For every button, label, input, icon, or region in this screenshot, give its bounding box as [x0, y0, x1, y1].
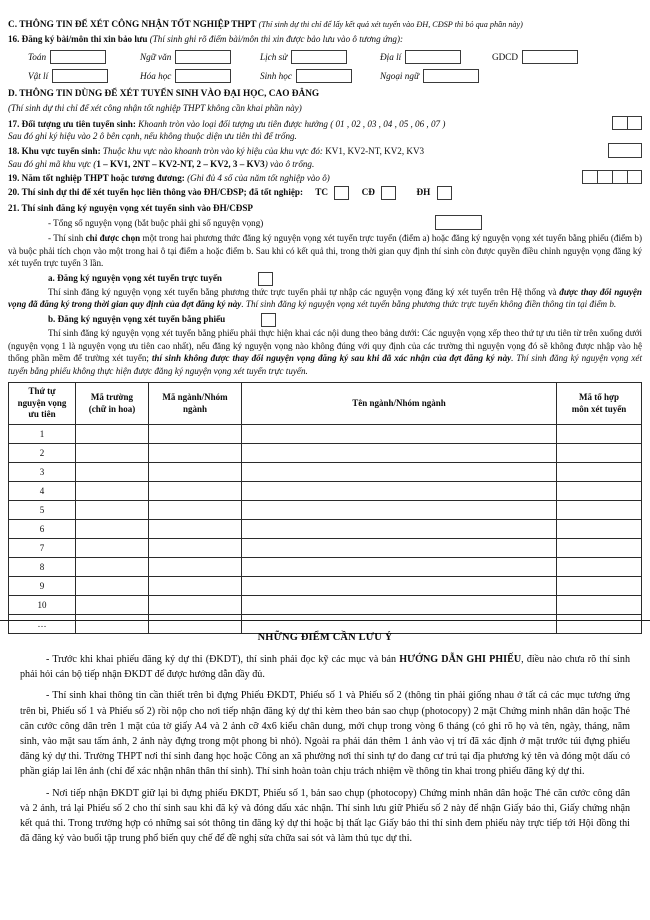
- item-21a-text-1: Thí sinh đăng ký nguyện vọng xét tuyển bằng phương thức trực tuyến phải tự nhập các nguyện vọng đăng ký xét tuyển trên Hệ thống và: [48, 286, 560, 297]
- table-row: [9, 595, 642, 614]
- cell-ma-to-hop[interactable]: [557, 443, 642, 462]
- item-21b-paragraph: [8, 327, 642, 377]
- subject-label-ngu-van: Ngữ văn: [140, 51, 172, 62]
- subject-cell-dia-li: [380, 50, 492, 64]
- item-19-box-2[interactable]: [597, 170, 612, 184]
- item-20-row: [8, 186, 642, 200]
- cell-ma-to-hop[interactable]: [557, 500, 642, 519]
- item-18-label-line: [8, 145, 602, 158]
- cell-ten-nganh[interactable]: [242, 595, 557, 614]
- item-18-subnote: [8, 158, 642, 171]
- item-19-label: Năm tốt nghiệp THPT hoặc tương đương:: [21, 172, 185, 183]
- cell-ten-nganh[interactable]: [242, 481, 557, 500]
- item-19-label-line: [8, 172, 582, 185]
- cell-ma-to-hop[interactable]: [557, 519, 642, 538]
- subject-label-lich-su: Lịch sử: [260, 51, 288, 62]
- note-paragraph-3: - Nơi tiếp nhận ĐKDT giữ lại bì đựng phiếu ĐKDT, Phiếu số 1, bản sao chụp (photocopy) Chứng minh nhân dân hoặc Thẻ căn cước công dân và 2 ảnh, trả lại Phiếu số 2 cho thí sinh sau khi đã ký và đóng dấu xác nhận. Thí sinh lưu giữ Phiếu số 2 này để nhận Giấy báo thi, Giấy chứng nhận kết quả thi. Trong trường hợp có những sai sót thông tin đăng ký dự thi hoặc bị thất lạc Giấy báo thi thí sinh đem phiếu này trực tiếp tới Hội đồng thi đã đăng ký vào buổi tập trung phổ biến quy chế để đề nghị sửa chữa sai sót và làm thủ tục dự thi.: [20, 787, 630, 845]
- subject-cell-vat-li: [28, 69, 140, 83]
- th-ma-nganh: Mã ngành/Nhóm ngành: [149, 383, 242, 425]
- subject-input-dia-li[interactable]: [405, 50, 461, 64]
- item-19-row: [8, 170, 642, 184]
- cell-ma-nganh[interactable]: [149, 443, 242, 462]
- cell-ma-to-hop[interactable]: [557, 424, 642, 443]
- cell-ten-nganh[interactable]: [242, 424, 557, 443]
- subject-cell-ngu-van: [140, 50, 260, 64]
- item-17-subnote: Sau đó ghi ký hiệu vào 2 ô bên cạnh, nếu không thuộc diện ưu tiên thì để trống.: [8, 131, 297, 142]
- table-row: [9, 481, 642, 500]
- item-17-label-line: [8, 118, 612, 131]
- cell-thu-tu: 5: [9, 500, 76, 519]
- cell-ten-nganh[interactable]: [242, 538, 557, 557]
- item-17-row: [8, 116, 642, 130]
- table-row: [9, 557, 642, 576]
- item-20-option-tc-label: TC: [315, 187, 329, 198]
- item-19-box-1[interactable]: [582, 170, 597, 184]
- note-p1-emphasis: HƯỚNG DẪN GHI PHIẾU: [399, 654, 522, 665]
- cell-thu-tu: 10: [9, 595, 76, 614]
- item-16-note: (Thí sinh ghi rõ điểm bài/môn thi xin được bảo lưu vào ô tương ứng):: [149, 34, 404, 44]
- th-thu-tu-nguyen-vong: Thứ tự nguyện vọng ưu tiên: [9, 383, 76, 425]
- item-18-row: [8, 143, 642, 158]
- item-16-number: 16.: [8, 34, 20, 44]
- item-18-number: 18.: [8, 146, 20, 157]
- item-18-subnote-prefix: Sau đó ghi mã khu vực (: [8, 158, 97, 169]
- note-paragraph-1: [20, 652, 630, 682]
- item-16-label-line: [8, 33, 642, 46]
- cell-ma-truong[interactable]: [76, 614, 149, 633]
- item-21b-text-3: . Thí sinh đăng ký nguyện vọng xét tuyển bằng phiếu không thực hiện được đăng ký nguyện vọng xét tuyển trực tuyến.: [8, 353, 642, 376]
- section-d-title: D. THÔNG TIN DÙNG ĐỂ XÉT TUYỂN SINH VÀO ĐẠI HỌC, CAO ĐẲNG: [8, 88, 320, 99]
- cell-ma-nganh[interactable]: [149, 424, 242, 443]
- table-row: [9, 500, 642, 519]
- cell-thu-tu: 9: [9, 576, 76, 595]
- table-row: [9, 443, 642, 462]
- cell-ma-nganh[interactable]: [149, 538, 242, 557]
- subject-cell-lich-su: [260, 50, 380, 64]
- item-19-box-3[interactable]: [612, 170, 627, 184]
- subject-input-ngoai-ngu[interactable]: [423, 69, 479, 83]
- cell-ten-nganh[interactable]: [242, 462, 557, 481]
- cell-ma-nganh[interactable]: [149, 595, 242, 614]
- cell-ma-to-hop[interactable]: [557, 595, 642, 614]
- item-20-checkbox-dh[interactable]: [437, 186, 452, 200]
- subject-label-hoa-hoc: Hóa học: [140, 70, 172, 81]
- cell-ten-nganh[interactable]: [242, 443, 557, 462]
- cell-ma-nganh[interactable]: [149, 519, 242, 538]
- subject-label-dia-li: Địa lí: [380, 51, 402, 62]
- cell-ma-to-hop[interactable]: [557, 481, 642, 500]
- cell-thu-tu: …: [9, 614, 76, 633]
- item-21a-text-3: . Thí sinh đăng ký nguyện vọng xét tuyển bằng phương thức trực tuyến không điền thông tin tại điểm b.: [241, 299, 617, 310]
- item-21a-text-emphasis: được thay đổi nguyện vọng đã đăng ký trong thời gian quy định của đợt đăng ký này: [8, 286, 642, 310]
- table-row: [9, 424, 642, 443]
- item-18-region-input[interactable]: [608, 143, 642, 158]
- item-16-row-2: [28, 69, 642, 83]
- nguyen-vong-table-body: [9, 424, 642, 633]
- th-ma-to-hop: Mã tổ hợp môn xét tuyển: [557, 383, 642, 425]
- subject-label-gdcd: GDCD: [492, 51, 519, 62]
- item-17-label: Đối tượng ưu tiên tuyển sinh:: [21, 118, 136, 129]
- item-21-total-input[interactable]: [435, 215, 482, 230]
- cell-ma-truong[interactable]: [76, 557, 149, 576]
- subject-cell-ngoai-ngu: [380, 69, 492, 83]
- cell-ma-nganh[interactable]: [149, 576, 242, 595]
- item-21b-checkbox[interactable]: [261, 313, 276, 327]
- notes-section: [0, 632, 650, 852]
- subject-input-gdcd[interactable]: [522, 50, 578, 64]
- item-18-note: Thuộc khu vực nào khoanh tròn vào ký hiệu của khu vực đó:: [102, 146, 323, 157]
- table-header-row: [9, 383, 642, 425]
- cell-thu-tu: 7: [9, 538, 76, 557]
- item-21a-row: [8, 272, 642, 286]
- item-21-p1-part-c: một trong hai phương thức đăng ký nguyện vọng xét tuyển trực tuyến (điểm a) hoặc đăng ký nguyện vọng xét tuyển bằng phiếu (điểm b) và buộc phải tích chọn vào một trong hai ô tại điểm a hoặc điểm b. Sau khi có kết quả thi, trong thời gian quy định thí sinh còn được quyền điều chỉnh nguyện vọng đăng ký xét tuyển trực tuyến 3 lần.: [8, 232, 642, 269]
- cell-ten-nganh[interactable]: [242, 519, 557, 538]
- item-16-subject-grid: [8, 50, 642, 83]
- item-21-number: 21.: [8, 203, 20, 214]
- section-c-heading: [8, 18, 642, 32]
- subject-input-lich-su[interactable]: [291, 50, 347, 64]
- item-21b-label: b. Đăng ký nguyện vọng xét tuyển bằng phiếu: [48, 314, 226, 325]
- item-18-label: Khu vực tuyển sinh:: [21, 146, 101, 157]
- cell-ma-nganh[interactable]: [149, 500, 242, 519]
- item-20-label: Thí sinh dự thi để xét tuyển học liên thông vào ĐH/CĐSP; đã tốt nghiệp:: [21, 187, 303, 198]
- subject-label-ngoai-ngu: Ngoại ngữ: [380, 70, 419, 81]
- item-18-subnote-suffix: ) vào ô trống.: [264, 158, 315, 169]
- item-19-number: 19.: [8, 172, 20, 183]
- item-17-number: 17.: [8, 118, 20, 129]
- item-16-row-1: [28, 50, 642, 64]
- cell-ma-truong[interactable]: [76, 481, 149, 500]
- table-row: [9, 462, 642, 481]
- item-18-subnote-codes: 1 – KV1, 2NT – KV2-NT, 2 – KV2, 3 – KV3: [96, 158, 265, 169]
- subject-label-vat-li: Vật lí: [28, 70, 49, 81]
- subject-cell-sinh-hoc: [260, 69, 380, 83]
- cell-thu-tu: 6: [9, 519, 76, 538]
- cell-ten-nganh[interactable]: [242, 557, 557, 576]
- item-19-year-boxes[interactable]: [582, 170, 642, 184]
- item-21a-paragraph: [8, 286, 642, 311]
- th-ma-truong: Mã trường (chữ in hoa): [76, 383, 149, 425]
- nguyen-vong-table-head: [9, 383, 642, 425]
- item-21b-text-1: Thí sinh đăng ký nguyện vọng xét tuyển bằng phiếu phải thực hiện khai các nội dung theo bảng dưới: Các nguyện vọng xếp theo thứ tự ưu tiên từ trên xuống dưới (nguyện vọng 1 là nguyện vọng ưu tiên cao nhất), nếu đăng ký nguyện vọng nào không đúng với quy định của các trường thì nguyện vọng đó sẽ không được nhập vào hệ thống phần mềm để trường xét tuyển;: [8, 327, 642, 364]
- subject-cell-toan: [28, 50, 140, 64]
- table-row: [9, 576, 642, 595]
- item-21a-checkbox[interactable]: [258, 272, 273, 286]
- section-c-note: (Thí sinh dự thi chỉ để lấy kết quả xét tuyển vào ĐH, CĐSP thì bỏ qua phần này): [258, 20, 523, 29]
- cell-thu-tu: 1: [9, 424, 76, 443]
- item-19-note: (Ghi đủ 4 số của năm tốt nghiệp vào ô): [187, 172, 330, 183]
- item-17-note: Khoanh tròn vào loại đối tượng ưu tiên được hưởng ( 01 , 02 , 03 , 04 , 05 , 06 , 07 ): [138, 118, 446, 129]
- cell-ten-nganh[interactable]: [242, 576, 557, 595]
- item-17-box-1[interactable]: [612, 116, 627, 130]
- table-row: [9, 538, 642, 557]
- subject-label-toan: Toán: [28, 51, 47, 62]
- item-16-label: Đăng ký bài/môn thi xin bảo lưu: [21, 34, 148, 44]
- cell-ma-truong[interactable]: [76, 576, 149, 595]
- subject-input-vat-li[interactable]: [52, 69, 108, 83]
- cell-ma-truong[interactable]: [76, 538, 149, 557]
- cell-ma-nganh[interactable]: [149, 462, 242, 481]
- cell-ma-to-hop[interactable]: [557, 538, 642, 557]
- page-divider: [0, 620, 650, 621]
- nguyen-vong-table: [8, 382, 642, 634]
- subject-input-sinh-hoc[interactable]: [296, 69, 352, 83]
- subject-input-toan[interactable]: [50, 50, 106, 64]
- item-20-number: 20.: [8, 187, 20, 198]
- item-20-option-dh-label: ĐH: [416, 187, 431, 198]
- subject-cell-hoa-hoc: [140, 69, 260, 83]
- item-17-code-boxes[interactable]: [612, 116, 642, 130]
- subject-input-hoa-hoc[interactable]: [175, 69, 231, 83]
- item-21a-label: a. Đăng ký nguyện vọng xét tuyển trực tuyến: [48, 272, 222, 283]
- item-21b-text-emphasis: thí sinh không được thay đổi nguyện vọng đăng ký sau khi đã xác nhận của đợt đăng ký này: [151, 353, 512, 364]
- subject-input-ngu-van[interactable]: [175, 50, 231, 64]
- cell-thu-tu: 2: [9, 443, 76, 462]
- item-21-total-label: - Tổng số nguyện vọng (bắt buộc phải ghi số nguyện vọng): [48, 218, 264, 229]
- item-21-heading: [8, 202, 642, 215]
- cell-ma-truong[interactable]: [76, 462, 149, 481]
- cell-thu-tu: 3: [9, 462, 76, 481]
- section-c-title: C. THÔNG TIN ĐỂ XÉT CÔNG NHẬN TỐT NGHIỆP THPT: [8, 20, 257, 30]
- cell-thu-tu: 8: [9, 557, 76, 576]
- cell-ma-to-hop[interactable]: [557, 576, 642, 595]
- cell-ten-nganh[interactable]: [242, 614, 557, 633]
- item-21-total-row: [8, 215, 642, 230]
- note-p1-part-a: - Trước khi khai phiếu đăng ký dự thi (ĐKDT), thí sinh phải đọc kỹ các mục và bản: [46, 654, 400, 665]
- section-d-heading: [8, 88, 642, 101]
- subject-label-sinh-hoc: Sinh học: [260, 70, 292, 81]
- item-21-p1-emphasis: chỉ được chọn: [85, 232, 141, 243]
- cell-ma-truong[interactable]: [76, 595, 149, 614]
- item-17-box-2[interactable]: [627, 116, 642, 130]
- item-20-checkbox-cd[interactable]: [381, 186, 396, 200]
- cell-ma-truong[interactable]: [76, 519, 149, 538]
- item-18-regions: KV1, KV2-NT, KV2, KV3: [325, 146, 425, 157]
- item-21b-row: [8, 313, 642, 327]
- note-p1-part-c: , điều nào chưa rõ thí sinh phải hỏi cán bộ tiếp nhận ĐKDT để được hướng dẫn đầy đủ.: [20, 654, 631, 681]
- item-21-p1-part-a: - Thí sinh: [48, 232, 86, 243]
- subject-cell-gdcd: [492, 50, 612, 64]
- cell-ma-truong[interactable]: [76, 443, 149, 462]
- cell-ma-to-hop[interactable]: [557, 462, 642, 481]
- item-20-checkbox-tc[interactable]: [334, 186, 349, 200]
- cell-ma-to-hop[interactable]: [557, 614, 642, 633]
- cell-ma-nganh[interactable]: [149, 481, 242, 500]
- cell-ma-nganh[interactable]: [149, 614, 242, 633]
- cell-ma-nganh[interactable]: [149, 557, 242, 576]
- th-ten-nganh: Tên ngành/Nhóm ngành: [242, 383, 557, 425]
- cell-thu-tu: 4: [9, 481, 76, 500]
- cell-ten-nganh[interactable]: [242, 500, 557, 519]
- table-row: [9, 519, 642, 538]
- item-19-box-4[interactable]: [627, 170, 642, 184]
- cell-ma-to-hop[interactable]: [557, 557, 642, 576]
- item-21-label: Thí sinh đăng ký nguyện vọng xét tuyển sinh vào ĐH/CĐSP: [21, 203, 253, 214]
- notes-title: NHỮNG ĐIỂM CẦN LƯU Ý: [257, 632, 393, 643]
- item-21-paragraph-1: [8, 232, 642, 270]
- item-20-option-cd-label: CĐ: [361, 187, 375, 198]
- note-paragraph-2: - Thí sinh khai thông tin cần thiết trên bì đựng Phiếu ĐKDT, Phiếu số 1 và Phiếu số 2 (thông tin phải giống nhau ở tất cả các mục tương ứng trên bì, Phiếu số 1 và Phiếu số 2) rồi nộp cho nơi tiếp nhận đăng ký dự thi kèm theo bản sao chụp (photocopy) 2 mặt Chứng minh nhân dân hoặc Thẻ căn cước công dân trên 1 mặt của tờ giấy A4 và 2 ảnh cỡ 4x6 kiểu chân dung, mới chụp trong vòng 6 tháng (có ghi rõ họ và tên, ngày, tháng, năm sinh, vào mặt sau tấm ảnh, 2 ảnh này đựng trong một phong bì nhỏ). Ngoài ra phải dán thêm 1 ảnh vào vị trí đã xác định ở mặt trước túi đựng phiếu đăng ký dự thi. Trường THPT nơi thí sinh đang học hoặc Công an xã phường nơi thí sinh tự do đang cư trú tại địa phương ký tên và đóng một dấu có phần giáp lai lên ảnh (chỉ để xác nhận nhân thân thí sinh). Thí sinh hoàn toàn chịu trách nhiệm về thông tin khai trong phiếu đăng ký dự thi.: [20, 690, 630, 778]
- table-row: [9, 614, 642, 633]
- cell-ma-truong[interactable]: [76, 424, 149, 443]
- cell-ma-truong[interactable]: [76, 500, 149, 519]
- section-d-note: (Thí sinh dự thi chỉ để xét công nhận tốt nghiệp THPT không cần khai phần này): [8, 102, 302, 113]
